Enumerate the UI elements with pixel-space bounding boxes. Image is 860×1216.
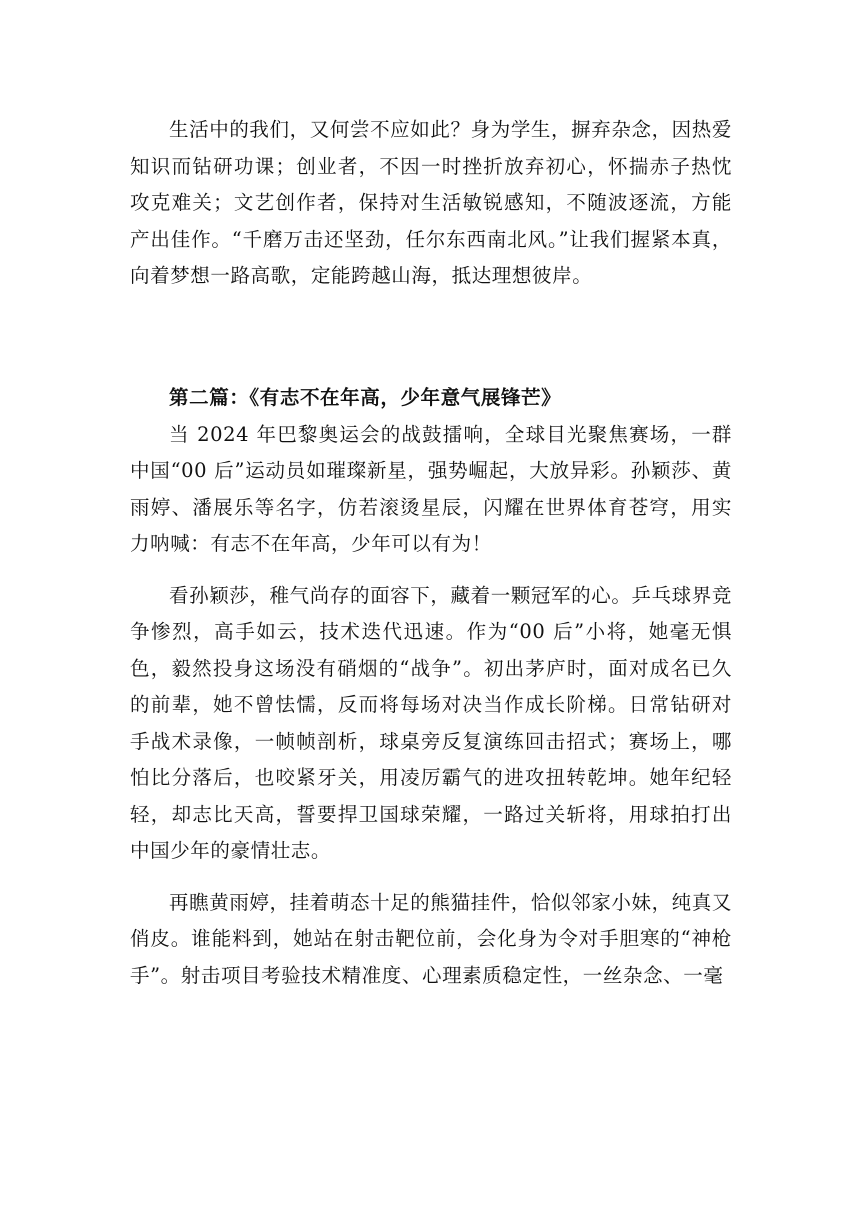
paragraph-spacer bbox=[130, 563, 732, 578]
paragraph-spacer bbox=[130, 870, 732, 885]
paragraph: 看孙颖莎，稚气尚存的面容下，藏着一颗冠军的心。乒乓球界竞争惨烈，高手如云，技术迭代迅速。作为“00 后”小将，她毫无惧色，毅然投身这场没有硝烟的“战争”。初出茅庐时，面对成名已久的前辈，她不曾怯懦，反而将每场对决当作成长阶梯。日常钻研对手战术录像，一帧帧剖析，球桌旁反复演练回击招式；赛场上，哪怕比分落后，也咬紧牙关，用凌厉霸气的进攻扭转乾坤。她年纪轻轻，却志比天高，誓要捍卫国球荣耀，一路过关斩将，用球拍打出中国少年的豪情壮志。 bbox=[130, 583, 732, 862]
section-one bbox=[130, 112, 732, 295]
section-heading: 第二篇：《有志不在年高，少年意气展锋芒》 bbox=[169, 386, 562, 409]
section-two bbox=[130, 380, 732, 994]
paragraph: 当 2024 年巴黎奥运会的战鼓擂响，全球目光聚焦赛场，一群中国“00 后”运动员如璀璨新星，强势崛起，大放异彩。孙颖莎、黄雨婷、潘展乐等名字，仿若滚烫星辰，闪耀在世界体育苍穹，用实力呐喊：有志不在年高，少年可以有为！ bbox=[130, 422, 732, 555]
paragraph: 生活中的我们，又何尝不应如此？身为学生，摒弃杂念，因热爱知识而钻研功课；创业者，不因一时挫折放弃初心，怀揣赤子热忱攻克难关；文艺创作者，保持对生活敏锐感知，不随波逐流，方能产出佳作。“千磨万击还坚劲，任尔东西南北风。”让我们握紧本真，向着梦想一路高歌，定能跨越山海，抵达理想彼岸。 bbox=[130, 118, 732, 287]
paragraph: 再瞧黄雨婷，挂着萌态十足的熊猫挂件，恰似邻家小妹，纯真又俏皮。谁能料到，她站在射击靶位前，会化身为令对手胆寒的“神枪手”。射击项目考验技术精准度、心理素质稳定性，一丝杂念、一毫 bbox=[130, 890, 732, 987]
